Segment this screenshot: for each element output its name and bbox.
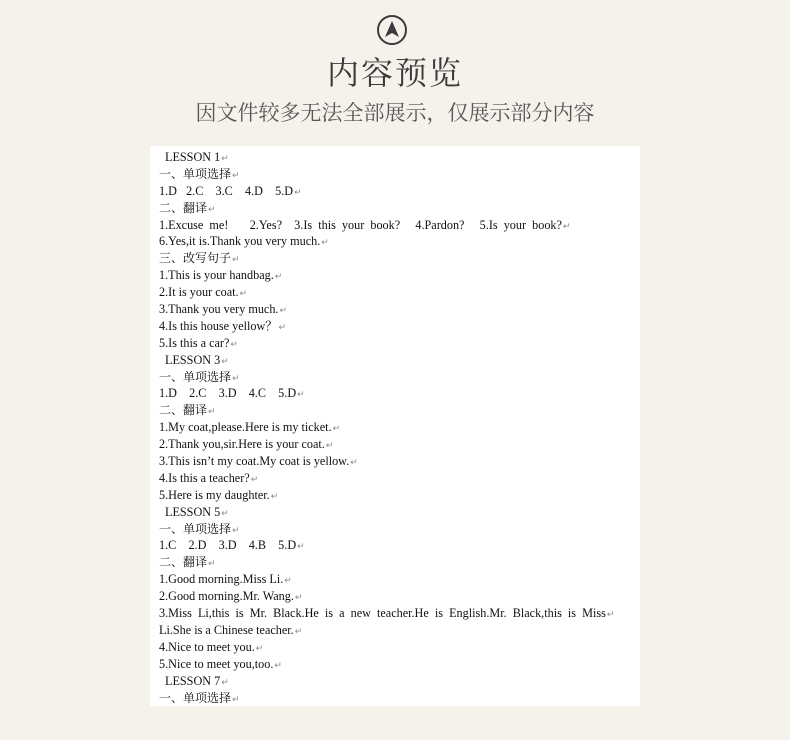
document-line-text: Li.She is a Chinese teacher.: [159, 622, 294, 637]
document-line: [159, 318, 609, 335]
document-line-text: 一、单项选择: [159, 521, 232, 536]
document-line: [159, 673, 609, 690]
document-line-text: 二、翻译: [159, 200, 208, 215]
document-line-text: LESSON 1: [165, 150, 221, 164]
paragraph-mark-icon: ↵: [232, 373, 240, 384]
paragraph-mark-icon: ↵: [297, 389, 305, 400]
paragraph-mark-icon: ↵: [221, 153, 229, 163]
paragraph-mark-icon: ↵: [232, 694, 240, 705]
document-line-text: 1.D 2.C 3.D 4.C 5.D: [159, 386, 297, 401]
paragraph-mark-icon: ↵: [221, 676, 229, 687]
paragraph-mark-icon: ↵: [279, 305, 288, 316]
document-line: [159, 166, 609, 183]
document-line: [159, 504, 609, 521]
paragraph-mark-icon: ↵: [297, 541, 305, 552]
document-line-text: 三、改写句子: [159, 251, 232, 266]
paragraph-mark-icon: ↵: [208, 407, 216, 418]
paragraph-mark-icon: ↵: [230, 338, 238, 349]
document-line: [159, 183, 609, 200]
document-line-text: LESSON 3: [165, 352, 221, 367]
preview-header: [0, 0, 790, 140]
paragraph-mark-icon: ↵: [294, 186, 302, 197]
paragraph-mark-icon: ↵: [250, 473, 259, 484]
document-line: [159, 521, 609, 538]
paragraph-mark-icon: ↵: [232, 255, 240, 266]
document-line: [159, 487, 609, 504]
document-line-text: 1.Good morning.Miss Li.: [159, 572, 284, 587]
page-title: 内容预览: [326, 54, 463, 92]
document-line-text: 5.Nice to meet you,too.: [159, 656, 274, 671]
document-line: [159, 233, 609, 250]
document-line: [159, 622, 609, 639]
document-line-text: 4.Nice to meet you.: [159, 639, 255, 654]
document-line-text: 2.Thank you,sir.Here is your coat.: [159, 437, 325, 452]
document-preview: [150, 146, 640, 706]
paragraph-mark-icon: ↵: [208, 559, 216, 570]
document-line: [159, 537, 609, 554]
document-line: [159, 588, 609, 605]
up-arrow-circle-icon: [376, 14, 408, 46]
paragraph-mark-icon: ↵: [325, 440, 334, 451]
paragraph-mark-icon: ↵: [255, 642, 264, 653]
document-line-text: 1.C 2.D 3.D 4.B 5.D: [159, 538, 297, 553]
document-line-text: 1.D 2.C 3.C 4.D 5.D: [159, 183, 294, 198]
document-line-text: 1.My coat,please.Here is my ticket.: [159, 420, 332, 435]
document-line-text: LESSON 5: [165, 504, 221, 519]
document-line-text: 5.Here is my daughter.: [159, 487, 270, 502]
document-line: [159, 284, 609, 301]
document-line: [159, 402, 609, 419]
document-line: [159, 369, 609, 386]
paragraph-mark-icon: ↵: [321, 237, 329, 248]
document-line: [159, 267, 609, 284]
document-line-text: 1.This is your handbag.: [159, 268, 274, 283]
document-line: [159, 453, 609, 470]
paragraph-mark-icon: ↵: [221, 507, 229, 518]
document-line-text: 2.Good morning.Mr. Wang.: [159, 589, 294, 604]
document-line: [159, 639, 609, 656]
document-line: [159, 385, 609, 402]
document-line-text: 5.Is this a car?: [159, 335, 230, 350]
document-line-text: LESSON 7: [165, 673, 221, 688]
document-line: [159, 149, 609, 166]
paragraph-mark-icon: ↵: [232, 170, 240, 181]
document-line: [159, 470, 609, 487]
document-line-text: 4.Is this house yellow？: [159, 318, 278, 333]
document-line: [159, 571, 609, 588]
document-line-text: 3.Thank you very much.: [159, 302, 279, 317]
document-line-text: 6.Yes,it is.Thank you very much.: [159, 234, 321, 249]
document-line: [159, 419, 609, 436]
paragraph-mark-icon: ↵: [562, 220, 571, 231]
paragraph-mark-icon: ↵: [606, 609, 615, 620]
document-lines: [159, 149, 615, 706]
document-line-text: 4.Is this a teacher?: [159, 470, 250, 485]
document-line-text: 一、单项选择: [159, 166, 232, 181]
document-line-text: 二、翻译: [159, 555, 208, 570]
document-line: [159, 436, 609, 453]
page-subtitle: 因文件较多无法全部展示，仅展示部分内容: [195, 101, 595, 125]
document-line-text: 一、单项选择: [159, 369, 232, 384]
document-line-text: 3.This isn’t my coat.My coat is yellow.: [159, 454, 350, 469]
paragraph-mark-icon: ↵: [270, 490, 279, 501]
paragraph-mark-icon: ↵: [278, 321, 287, 332]
document-line-text: 二、翻译: [159, 403, 208, 418]
document-line: [159, 301, 609, 318]
paragraph-mark-icon: ↵: [294, 592, 303, 603]
document-line-text: 一、单项选择: [159, 690, 232, 705]
paragraph-mark-icon: ↵: [332, 423, 341, 434]
document-line: [159, 554, 609, 571]
paragraph-mark-icon: ↵: [294, 625, 303, 636]
document-line: [159, 605, 615, 622]
document-line-text: 1.Excuse me! 2.Yes? 3.Is this your book? 4.Pardon? 5.Is your book?: [159, 217, 562, 232]
paragraph-mark-icon: ↵: [221, 355, 229, 366]
paragraph-mark-icon: ↵: [274, 271, 283, 282]
paragraph-mark-icon: ↵: [274, 659, 282, 670]
document-line: [159, 335, 609, 352]
document-line: [159, 690, 609, 707]
document-line: [159, 656, 609, 673]
document-line: [159, 200, 609, 217]
paragraph-mark-icon: ↵: [350, 457, 358, 468]
paragraph-mark-icon: ↵: [239, 288, 248, 299]
paragraph-mark-icon: ↵: [208, 204, 216, 215]
document-line-text: 3.Miss Li,this is Mr. Black.He is a new teacher.He is English.Mr. Black,this is Miss: [159, 606, 606, 621]
document-line: [159, 217, 609, 234]
document-line: [159, 352, 609, 369]
paragraph-mark-icon: ↵: [232, 525, 240, 536]
document-line: [159, 250, 609, 267]
paragraph-mark-icon: ↵: [284, 575, 292, 586]
document-line-text: 2.It is your coat.: [159, 285, 239, 300]
